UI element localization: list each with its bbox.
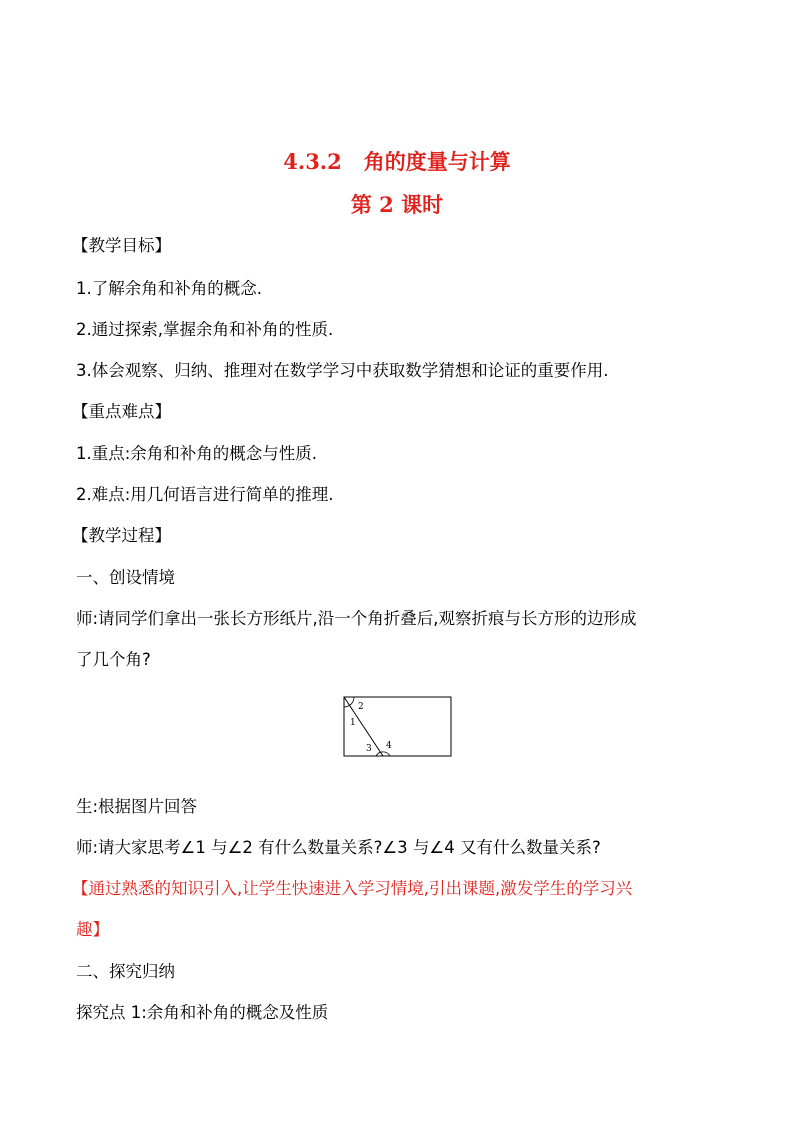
objective-1: 1.了解余角和补角的概念.: [76, 279, 262, 298]
folded-rectangle-figure: [343, 696, 453, 758]
teacher-question-1-line1: 师:请同学们拿出一张长方形纸片,沿一个角折叠后,观察折痕与长方形的边形成: [76, 609, 637, 628]
lesson-number: 4.3.2: [283, 149, 342, 174]
key-points-heading: 【重点难点】: [72, 402, 171, 421]
design-note-line1: 【通过熟悉的知识引入,让学生快速进入学习情境,引出课题,激发学生的学习兴: [72, 879, 633, 898]
process-heading: 【教学过程】: [72, 526, 171, 545]
lesson-title: [0, 146, 794, 176]
angle-label-2: 2: [358, 702, 364, 712]
part2-heading: 二、探究归纳: [76, 962, 175, 981]
objectives-heading: 【教学目标】: [72, 236, 171, 255]
explore-point-1: 探究点 1:余角和补角的概念及性质: [76, 1003, 329, 1022]
design-note-line2: 趣】: [76, 920, 109, 939]
angle-label-4: 4: [386, 741, 392, 751]
objective-3: 3.体会观察、归纳、推理对在数学学习中获取数学猜想和论证的重要作用.: [76, 361, 609, 380]
teacher-question-1-line2: 了几个角?: [76, 650, 151, 669]
part1-heading: 一、创设情境: [76, 568, 175, 587]
angle-label-1: 1: [350, 718, 356, 728]
lesson-subtitle: 第 2 课时: [350, 192, 444, 217]
teacher-question-2: 师:请大家思考∠1 与∠2 有什么数量关系?∠3 与∠4 又有什么数量关系?: [76, 838, 601, 857]
lesson-name: 角的度量与计算: [363, 149, 511, 174]
objective-2: 2.通过探索,掌握余角和补角的性质.: [76, 320, 334, 339]
student-answer: 生:根据图片回答: [76, 797, 198, 816]
angle-label-3: 3: [366, 744, 372, 754]
key-point-2: 2.难点:用几何语言进行简单的推理.: [76, 485, 334, 504]
key-point-1: 1.重点:余角和补角的概念与性质.: [76, 444, 318, 463]
